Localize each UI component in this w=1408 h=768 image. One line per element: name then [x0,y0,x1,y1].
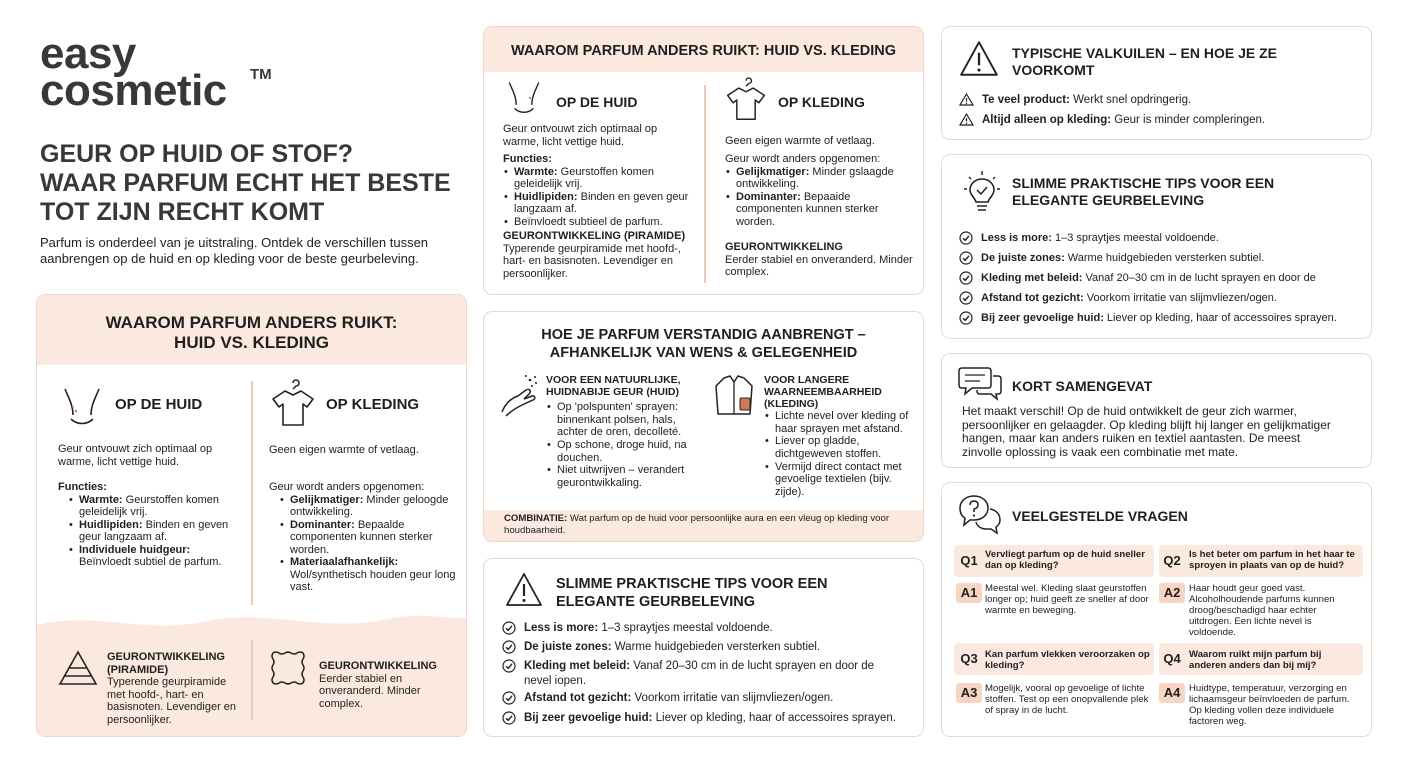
big-skin-f3-text: Beïnvloedt subtiel de parfum. [79,556,222,569]
apply-natural-b1: • Op 'polspunten' sprayen: binnenkant polsen, hals, achter de oren, decolleté. [546,401,706,439]
big-cloth-dev-title: GEURONTWIKKELING [319,660,437,672]
tips-main-item-text: Warme huidgebieden versterken subtiel. [611,641,821,653]
faq-a1-label: A1 [956,583,982,603]
mini-cloth-dev-title: GEURONTWIKKELING [725,241,843,254]
brand-tm: TM [250,66,272,83]
pitfalls-item-bold: Altijd alleen op kleding: [982,113,1112,126]
big-compare-divider [251,381,253,605]
tips-side-item-bold: Bij zeer gevoelige huid: [981,312,1104,324]
brand-line-2: cosmetic [40,66,227,115]
tips-side-item-text: Warme huidgebieden versterken subtiel. [1064,252,1265,264]
big-skin-f3-bold: Individuele huidgeur: [79,543,191,556]
mini-skin-dev-text: Typerende geurpiramide met hoofd-, hart- en basisnoten. Levendiger en persoonlijker. [503,242,681,280]
tips-main-item-text: Liever op kleding, haar of accessoires sprayen. [652,712,897,724]
summary-line-4: zinvolle oplossing is vaak een combinatie met mate. [962,444,1239,459]
check-circle-icon [502,711,516,725]
tips-main-item-bold: Less is more: [524,622,599,634]
check-circle-icon [502,691,516,705]
tips-side-item-text: Liever op kleding, haar of accessoires sprayen. [1103,312,1337,324]
faq-q3-label: Q3 [960,651,978,666]
faq-a1-text: Meestal wel. Kleding slaat geurstoffen longer op; huid geeft ze sneller af door warmte en beweging. [985,583,1149,616]
big-skin-dev-title-2: (PIRAMIDE) [107,663,169,676]
big-skin-dev-text: Typerende geurpiramide met hoofd-, hart- en basisnoten. Levendiger en persoonlijker. [107,676,237,726]
mini-cloth-absorb [725,153,915,279]
faq-q2-label: Q2 [1163,553,1181,568]
pitfalls-title-line-2: VOORKOMT [1012,62,1095,78]
warning-icon [958,39,1000,79]
mini-skin-functions-label: Functies: [503,153,552,165]
page-title-line-3: TOT ZIJN RECHT KOMT [40,198,325,226]
tips-side-item-bold: Afstand tot gezicht: [981,292,1084,304]
tips-side-item [959,291,1277,305]
tips-side-item-text: 1–3 spraytjes meestal voldoende. [1051,232,1219,244]
faq-q2-text: Is het beter om parfum in het haar te sproyen in plaats van op de huid? [1189,549,1355,571]
warning-small-icon [959,93,974,106]
tips-main-title [556,575,828,611]
brand-line-1: easy [40,29,136,78]
check-circle-icon [959,311,973,325]
tips-side-title-line-2: ELEGANTE GEURBELEVING [1012,192,1205,208]
check-circle-icon [959,251,973,265]
big-cloth-f3-bold: Materiaalafhankelijk: [290,556,399,569]
faq-q4-text: Waarom ruikt mijn parfum bij anderen anders dan bij mij? [1189,649,1322,671]
tips-main-item [502,621,773,635]
apply-natural-b3: • Niet uitwrijven – verandert geurontwikkaling. [546,464,706,489]
summary-line-3: hangen, maar kan anders ruiken en textiel aantasten. De meest [962,431,1301,445]
neck-icon [59,385,105,429]
tips-main-item-text: 1–3 spraytjes meestal voldoende. [598,622,773,634]
mini-cloth-f2-text: Bepaaide componenten kunnen sterker worden. [736,190,879,228]
check-circle-icon [959,271,973,285]
faq-a2-text: Haar houdt geur goed vast. Alcoholhoudende parfums kunnen droog/beschadigd haar echter uitdrogen. Een lichte nevel is voldoende. [1189,583,1335,638]
intro-text [40,235,470,267]
mini-cloth-desc: Geen eigen warmte of vetlaag. [725,135,875,147]
apply-lasting [764,374,922,499]
apply-lasting-heading: VOOR LANGERE WAARNEEMBAARHEID (KLEDING) [764,374,882,411]
faq-a4-text: Huidtype, temperatuur, verzorging en lichaamsgeur beïnvloeden de parfum. Op kleding vollen deze individuele factoren weg. [1189,683,1350,727]
big-compare-title [37,313,466,353]
tips-side-title-line-1: SLIMME PRAKTISCHE TIPS VOOR EEN [1012,175,1275,191]
tips-main-item [502,691,833,705]
check-circle-icon [502,621,516,635]
big-skin-f2-text: Binden en geven geur langzaam af. [79,518,229,544]
tips-main-item-bold: Afstand tot gezicht: [524,692,632,704]
mini-cloth-f2 [725,191,915,229]
tips-side-item [959,311,1337,325]
big-skin-dev [107,651,247,726]
big-skin-f1-text: Geurstoffen komen geleidelijk vrij. [79,493,220,519]
big-cloth-f3 [279,556,459,594]
faq-card [941,482,1372,737]
pitfalls-card [941,26,1372,140]
tips-side-card [941,154,1372,339]
summary-title: KORT SAMENGEVAT [1012,378,1153,394]
tips-main-title-line-2: ELEGANTE GEURBELEVING [556,594,755,610]
faq-a3-label: A3 [956,683,982,703]
big-cloth-f2 [279,519,459,557]
tips-main-title-line-1: SLIMME PRAKTISCHE TIPS VOOR EEN [556,576,828,592]
mini-compare-divider [704,85,706,283]
tips-main-item-bold: Kleding met beleid: [524,660,631,672]
tips-main-item-text: Voorkom irritatie van slijmvliezen/ogen. [631,692,834,704]
check-circle-icon [502,640,516,654]
mini-skin-f1-bold: Warmte: [514,165,558,178]
chat-bubbles-icon [958,364,1002,402]
mini-cloth-f1 [725,166,915,191]
big-skin-functions-label: Functies: [58,481,107,493]
big-cloth-f2-bold: Dominanter: [290,518,355,531]
tips-side-title [1012,175,1274,209]
apply-natural-b2: • Op schone, droge huid, na douchen. [546,439,706,464]
pitfalls-item-text: Werkt snel opdringerig. [1069,93,1192,106]
big-cloth-heading: OP KLEDING [326,396,420,413]
apply-title-line-2: AFHANKELIJK VAN WENS & GELEGENHEID [549,345,858,361]
check-circle-icon [959,291,973,305]
big-cloth-desc: Geen eigen warmte of vetlaag. [269,444,419,456]
apply-natural-heading: VOOR EEN NATUURLIJKE, HUIDNABIJE GEUR (HUID) [546,374,681,399]
mini-cloth-heading: OP KLEDING [778,94,865,110]
intro-line-1: Parfum is onderdeel van je uitstraling. Ontdek de verschillen tussen [40,235,429,250]
apply-title [484,326,923,362]
big-skin-f2-bold: Huidlipiden: [79,518,143,531]
big-cloth-absorb [269,481,459,594]
pyramid-icon [57,649,99,687]
mini-compare-card [483,26,924,295]
big-cloth-dev-text: Eerder stabiel en onveranderd. Minder complex. [319,672,421,710]
mini-compare-title: WAAROM PARFUM ANDERS RUIKT: HUID VS. KLEDING [510,43,897,59]
check-circle-icon [959,231,973,245]
big-skin-desc: Geur ontvouwt zich optimaal op warme, licht vettige huid. [58,443,213,468]
big-skin-f2 [68,519,243,544]
fabric-swatch-icon [269,649,307,687]
mini-cloth-f1-text: Minder gslaagde ontwikkeling. [736,165,894,191]
tips-side-item [959,251,1264,265]
big-skin-heading: OP DE HUID [115,396,203,413]
faq-a4-label: A4 [1159,683,1185,703]
summary-card [941,353,1372,468]
tips-side-item-bold: Less is more: [981,232,1052,244]
lightbulb-icon [960,169,1004,215]
mini-skin-desc: Geur ontvouwt zich optimaal op warme, licht vettige huid. [503,123,658,148]
tips-main-item [502,711,896,725]
apply-lasting-b2: • Liever op gladde, dichtgeweven stoffen. [764,435,922,460]
page-title-line-1: GEUR OP HUID OF STOF? [40,140,353,168]
apply-combo-text: Wat parfum op de huid voor persoonlijke aura en een vleug op kleding voor houdbaarheid. [504,513,890,536]
warning-small-icon [959,113,974,126]
apply-lasting-b3: • Vermijd direct contact met gevoelige textielen (bijv. zijde). [764,461,922,499]
tips-main-item-text-2: nevel iopen. [524,675,587,687]
question-bubbles-icon [958,493,1002,535]
faq-q1-label: Q1 [960,553,978,568]
tips-main-item-bold: Bij zeer gevoelige huid: [524,712,653,724]
mini-skin-f3 [503,216,698,229]
mini-cloth-absorb-label: Geur wordt anders opgenomen: [725,153,881,165]
shirt-hanger-icon [724,77,768,123]
faq-q4-label: Q4 [1163,651,1181,666]
summary-line-2: persoonlijker en gelaagder. Op kleding blijft hij langer en gelijkmatiger [962,417,1331,432]
big-compare-title-line-1: WAAROM PARFUM ANDERS RUIKT: [105,313,398,332]
intro-line-2: aanbrengen op de huid en op kleding voor de beste geurbeleving. [40,251,419,266]
big-compare-card [36,294,467,737]
mini-cloth-f2-bold: Dominanter: [736,190,801,203]
pitfalls-item-text: Geur is minder compleringen. [1111,113,1266,126]
apply-combo-label: COMBINATIE: [504,513,568,524]
mini-skin-f2-text: Binden en geven geur langzaam af. [514,190,689,216]
big-skin-functions [58,481,243,569]
summary-text [962,405,1362,459]
warning-icon [504,571,544,609]
tips-side-item-bold: Kleding met beleid: [981,272,1083,284]
tips-side-item-text: Vanaf 20–30 cm in de lucht sprayen en door de [1082,272,1316,284]
pitfalls-title [1012,45,1277,79]
check-circle-icon [502,659,516,673]
mini-cloth-f1-bold: Gelijkmatiger: [736,165,810,178]
jacket-spray-icon [710,372,758,420]
tips-main-item [502,640,820,654]
big-cloth-f1-bold: Gelijkmatiger: [290,493,364,506]
spray-hand-icon [496,372,540,418]
pitfalls-title-line-1: TYPISCHE VALKUILEN – EN HOE JE ZE [1012,45,1278,61]
big-cloth-dev [319,660,449,710]
tips-main-item-text: Vanaf 20–30 cm in de lucht sprayen en door de [630,660,875,672]
big-cloth-f1 [279,494,459,519]
pitfalls-item [959,93,1191,106]
tips-side-item [959,271,1316,285]
neck-icon [504,79,544,117]
big-cloth-f3-text: Wol/synthetisch houden geur long vast. [290,568,456,594]
pitfalls-item [959,113,1265,126]
tips-main-item-bold: De juiste zones: [524,641,612,653]
mini-skin-f1-text: Geurstoffen komen geleidelijk vrij. [514,165,655,191]
apply-lasting-b1: • Lichte nevel over kleding of haar sprayen met afstand. [764,410,922,435]
apply-card [483,311,924,542]
big-cloth-absorb-label: Geur wordt anders opgenomen: [269,481,425,493]
big-skin-f1-bold: Warmte: [79,493,123,506]
faq-title: VEELGESTELDE VRAGEN [1012,508,1188,524]
faq-q3-text: Kan parfum vlekken veroorzaken op kleding? [985,649,1150,671]
apply-combo [484,510,923,542]
faq-a3-text: Mogelijk, vooral op gevoelige of lichte stoffen. Test op een onopvallende plek of spray in de lucht. [985,683,1149,716]
brand-logo [40,29,300,115]
big-skin-dev-title-1: GEURONTWIKKELING [107,651,225,663]
mini-skin-dev-title: GEURONTWIKKELING (PIRAMIDE) [503,230,686,243]
page-title-line-2: WAAR PARFUM ECHT HET BESTE [40,169,451,197]
apply-title-line-1: HOE JE PARFUM VERSTANDIG AANBRENGT – [541,327,866,343]
summary-line-1: Het maakt verschil! Op de huid ontwikkelt de geur zich warmer, [962,404,1297,418]
mini-skin-f2-bold: Huidlipiden: [514,190,578,203]
pitfalls-item-bold: Te veel product: [982,93,1070,106]
mini-cloth-dev-text: Eerder stabiel en onveranderd. Minder complex. [725,253,913,279]
tips-side-item-bold: De juiste zones: [981,252,1065,264]
mini-skin-functions [503,153,698,280]
big-cloth-f2-text: Bepaalde componenten kunnen sterker worden. [290,518,433,556]
faq-q1-text: Vervliegt parfum op de huid sneller dan op kleding? [985,549,1145,571]
faq-a2-label: A2 [1159,583,1185,603]
shirt-hanger-icon [269,379,317,429]
big-cloth-f1-text: Minder geloogde ontwikkeling. [290,493,449,519]
tips-main-card [483,558,924,737]
mini-skin-f2 [503,191,698,216]
mini-skin-f1 [503,166,698,191]
mini-skin-f3-text: Beïnvloedt subtieel de parfum. [514,215,663,228]
page-title [40,140,470,227]
big-skin-f1 [68,494,243,519]
apply-natural [546,374,706,490]
tips-main-item [502,659,874,689]
tips-side-item-text: Voorkom irritatie van slijmvliezen/ogen. [1083,292,1277,304]
big-compare-title-line-2: HUID VS. KLEDING [174,333,329,352]
big-skin-f3 [68,544,243,569]
mini-skin-heading: OP DE HUID [556,94,638,110]
tips-side-item [959,231,1219,245]
big-compare-divider-bottom [251,640,253,720]
